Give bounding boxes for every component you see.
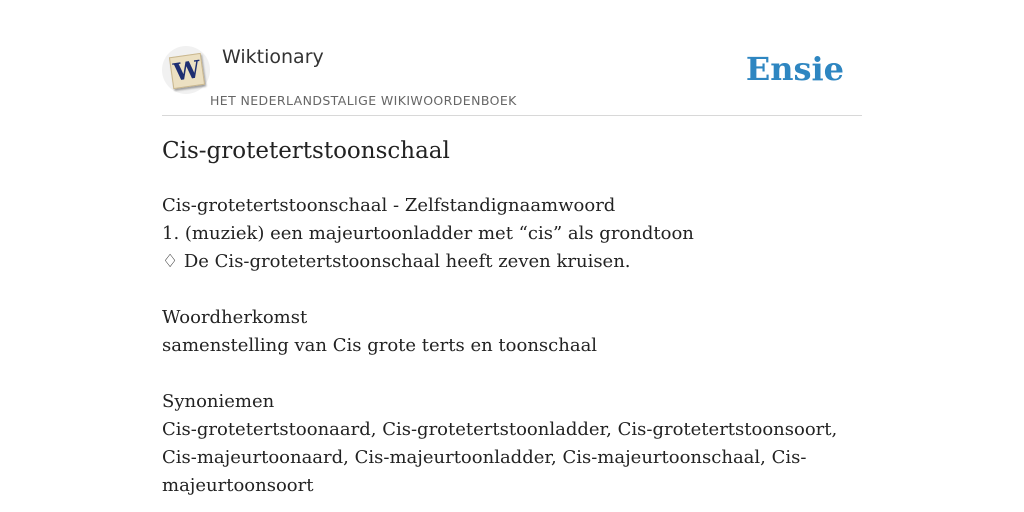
- synonyms-heading: Synoniemen: [162, 391, 275, 412]
- ensie-brand-logo[interactable]: Ensie: [745, 50, 844, 88]
- spacer: [162, 360, 862, 388]
- entry-example: ♢ De Cis-grotetertstoonschaal heeft zeven kruisen.: [162, 251, 631, 272]
- etymology-heading: Woordherkomst: [162, 307, 308, 328]
- logo-tile: W: [169, 53, 205, 89]
- page-title: Cis-grotetertstoonschaal: [162, 138, 450, 164]
- site-title[interactable]: Wiktionary: [222, 46, 324, 68]
- entry-headline: Cis-grotetertstoonschaal - Zelfstandignaamwoord: [162, 195, 616, 216]
- site-header: [162, 40, 862, 116]
- spacer: [162, 276, 862, 304]
- wiktionary-logo-icon[interactable]: [162, 46, 210, 94]
- entry-content: [162, 192, 862, 500]
- synonyms-text: Cis-grotetertstoonaard, Cis-grotetertstoonladder, Cis-grotetertstoonsoort, Cis-majeurtoonaard, Cis-majeurtoonladder, Cis-majeurtoonschaal, Cis-majeurtoonsoort: [162, 419, 838, 496]
- entry-definition: 1. (muziek) een majeurtoonladder met “cis” als grondtoon: [162, 223, 694, 244]
- site-subtitle: HET NEDERLANDSTALIGE WIKIWOORDENBOEK: [210, 93, 517, 108]
- etymology-text: samenstelling van Cis grote terts en toonschaal: [162, 335, 598, 356]
